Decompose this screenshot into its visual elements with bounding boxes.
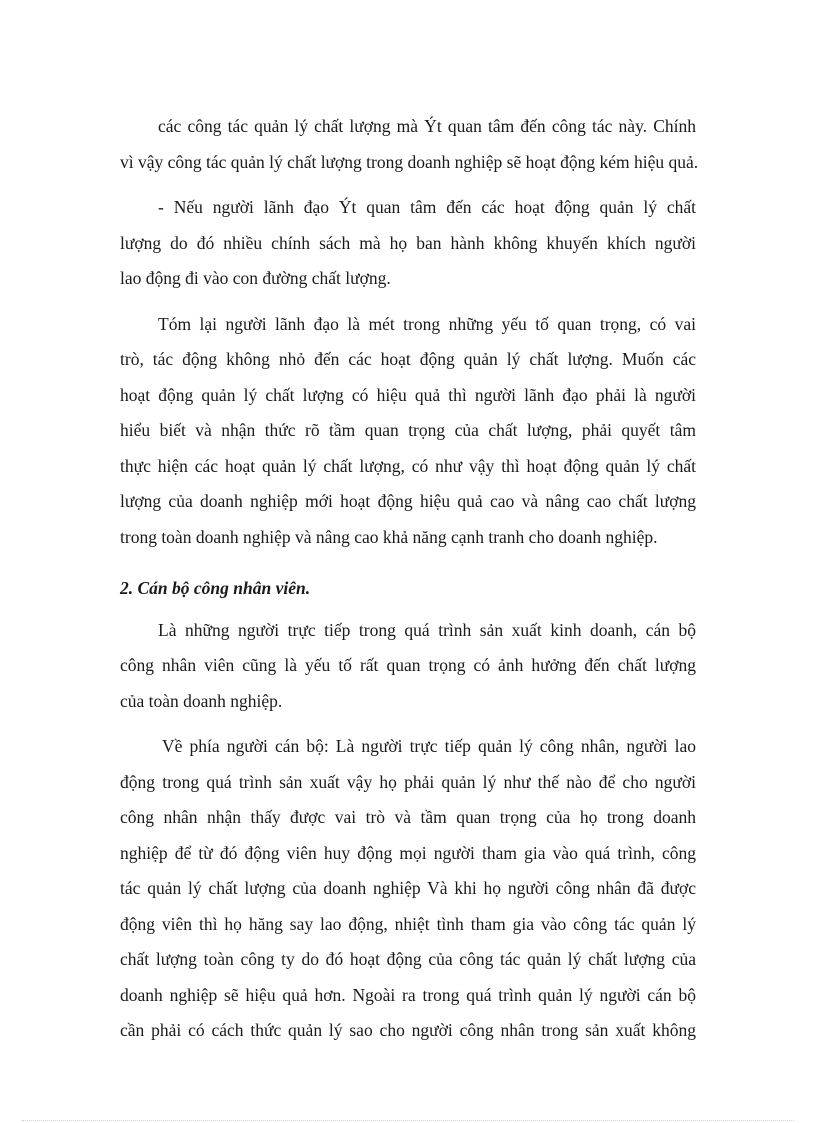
text-line: công nhân viên cũng là yếu tố rất quan trọng có ảnh hưởng đến chất lượng [120, 655, 696, 675]
text-line: nghiệp để từ đó động viên huy động mọi người tham gia vào quá trình, công [120, 842, 696, 863]
paragraph-continuation [120, 109, 699, 180]
text-line: - Nếu người lãnh đạo Ýt quan tâm đến các hoạt động quản lý chất [158, 197, 696, 217]
text-line: doanh nghiệp sẽ hiệu quả hơn. Ngoài ra trong quá trình quản lý người cán bộ [120, 984, 696, 1005]
paragraph-summary [120, 307, 696, 556]
document-body [120, 109, 699, 1049]
text-line: trong toàn doanh nghiệp và nâng cao khả năng cạnh tranh cho doanh nghiệp. [120, 526, 658, 547]
text-line: động trong quá trình sản xuất vậy họ phải quản lý như thế nào để cho người [120, 771, 696, 792]
text-line: cần phải có cách thức quản lý sao cho người công nhân trong sản xuất không [120, 1020, 696, 1040]
text-line: lao động đi vào con đường chất lượng. [120, 268, 391, 288]
section-heading: 2. Cán bộ công nhân viên. [120, 578, 311, 598]
page-bottom-rule [22, 1120, 794, 1121]
text-line: Là những người trực tiếp trong quá trình sản xuất kinh doanh, cán bộ [158, 619, 696, 640]
text-line: Về phía người cán bộ: Là người trực tiếp quản lý công nhân, người lao [162, 736, 696, 756]
text-line: công nhân nhận thấy được vai trò và tầm quan trọng của họ trong doanh [120, 807, 696, 827]
text-line: thực hiện các hoạt quản lý chất lượng, có như vậy thì hoạt động quản lý chất [120, 455, 696, 476]
text-line: hiểu biết và nhận thức rõ tầm quan trọng của chất lượng, phải quyết tâm [120, 420, 696, 440]
text-line: chất lượng toàn công ty do đó hoạt động của công tác quản lý chất lượng của [120, 949, 696, 969]
text-line: lượng của doanh nghiệp mới hoạt động hiệu quả cao và nâng cao chất lượng [120, 491, 696, 511]
paragraph-staff-intro [120, 613, 696, 720]
text-line: tác quản lý chất lượng của doanh nghiệp Và khi họ người công nhân đã được [120, 878, 696, 898]
paragraph-leader-concern [120, 190, 696, 297]
text-line: vì vậy công tác quản lý chất lượng trong doanh nghiệp sẽ hoạt động kém hiệu quả. [120, 151, 699, 172]
text-line: trò, tác động không nhỏ đến các hoạt động quản lý chất lượng. Muốn các [120, 349, 696, 369]
text-line: các công tác quản lý chất lượng mà Ýt quan tâm đến công tác này. Chính [158, 116, 696, 136]
text-line: hoạt động quản lý chất lượng có hiệu quả thì người lãnh đạo phải là người [120, 384, 696, 405]
text-line: động viên thì họ hăng say lao động, nhiệt tình tham gia vào công tác quản lý [120, 913, 696, 934]
text-line: của toàn doanh nghiệp. [120, 690, 283, 711]
text-line: Tóm lại người lãnh đạo là mét trong những yếu tố quan trọng, có vai [158, 313, 696, 334]
paragraph-manager-role [120, 729, 696, 1049]
text-line: lượng do đó nhiều chính sách mà họ ban hành không khuyến khích người [120, 232, 696, 253]
